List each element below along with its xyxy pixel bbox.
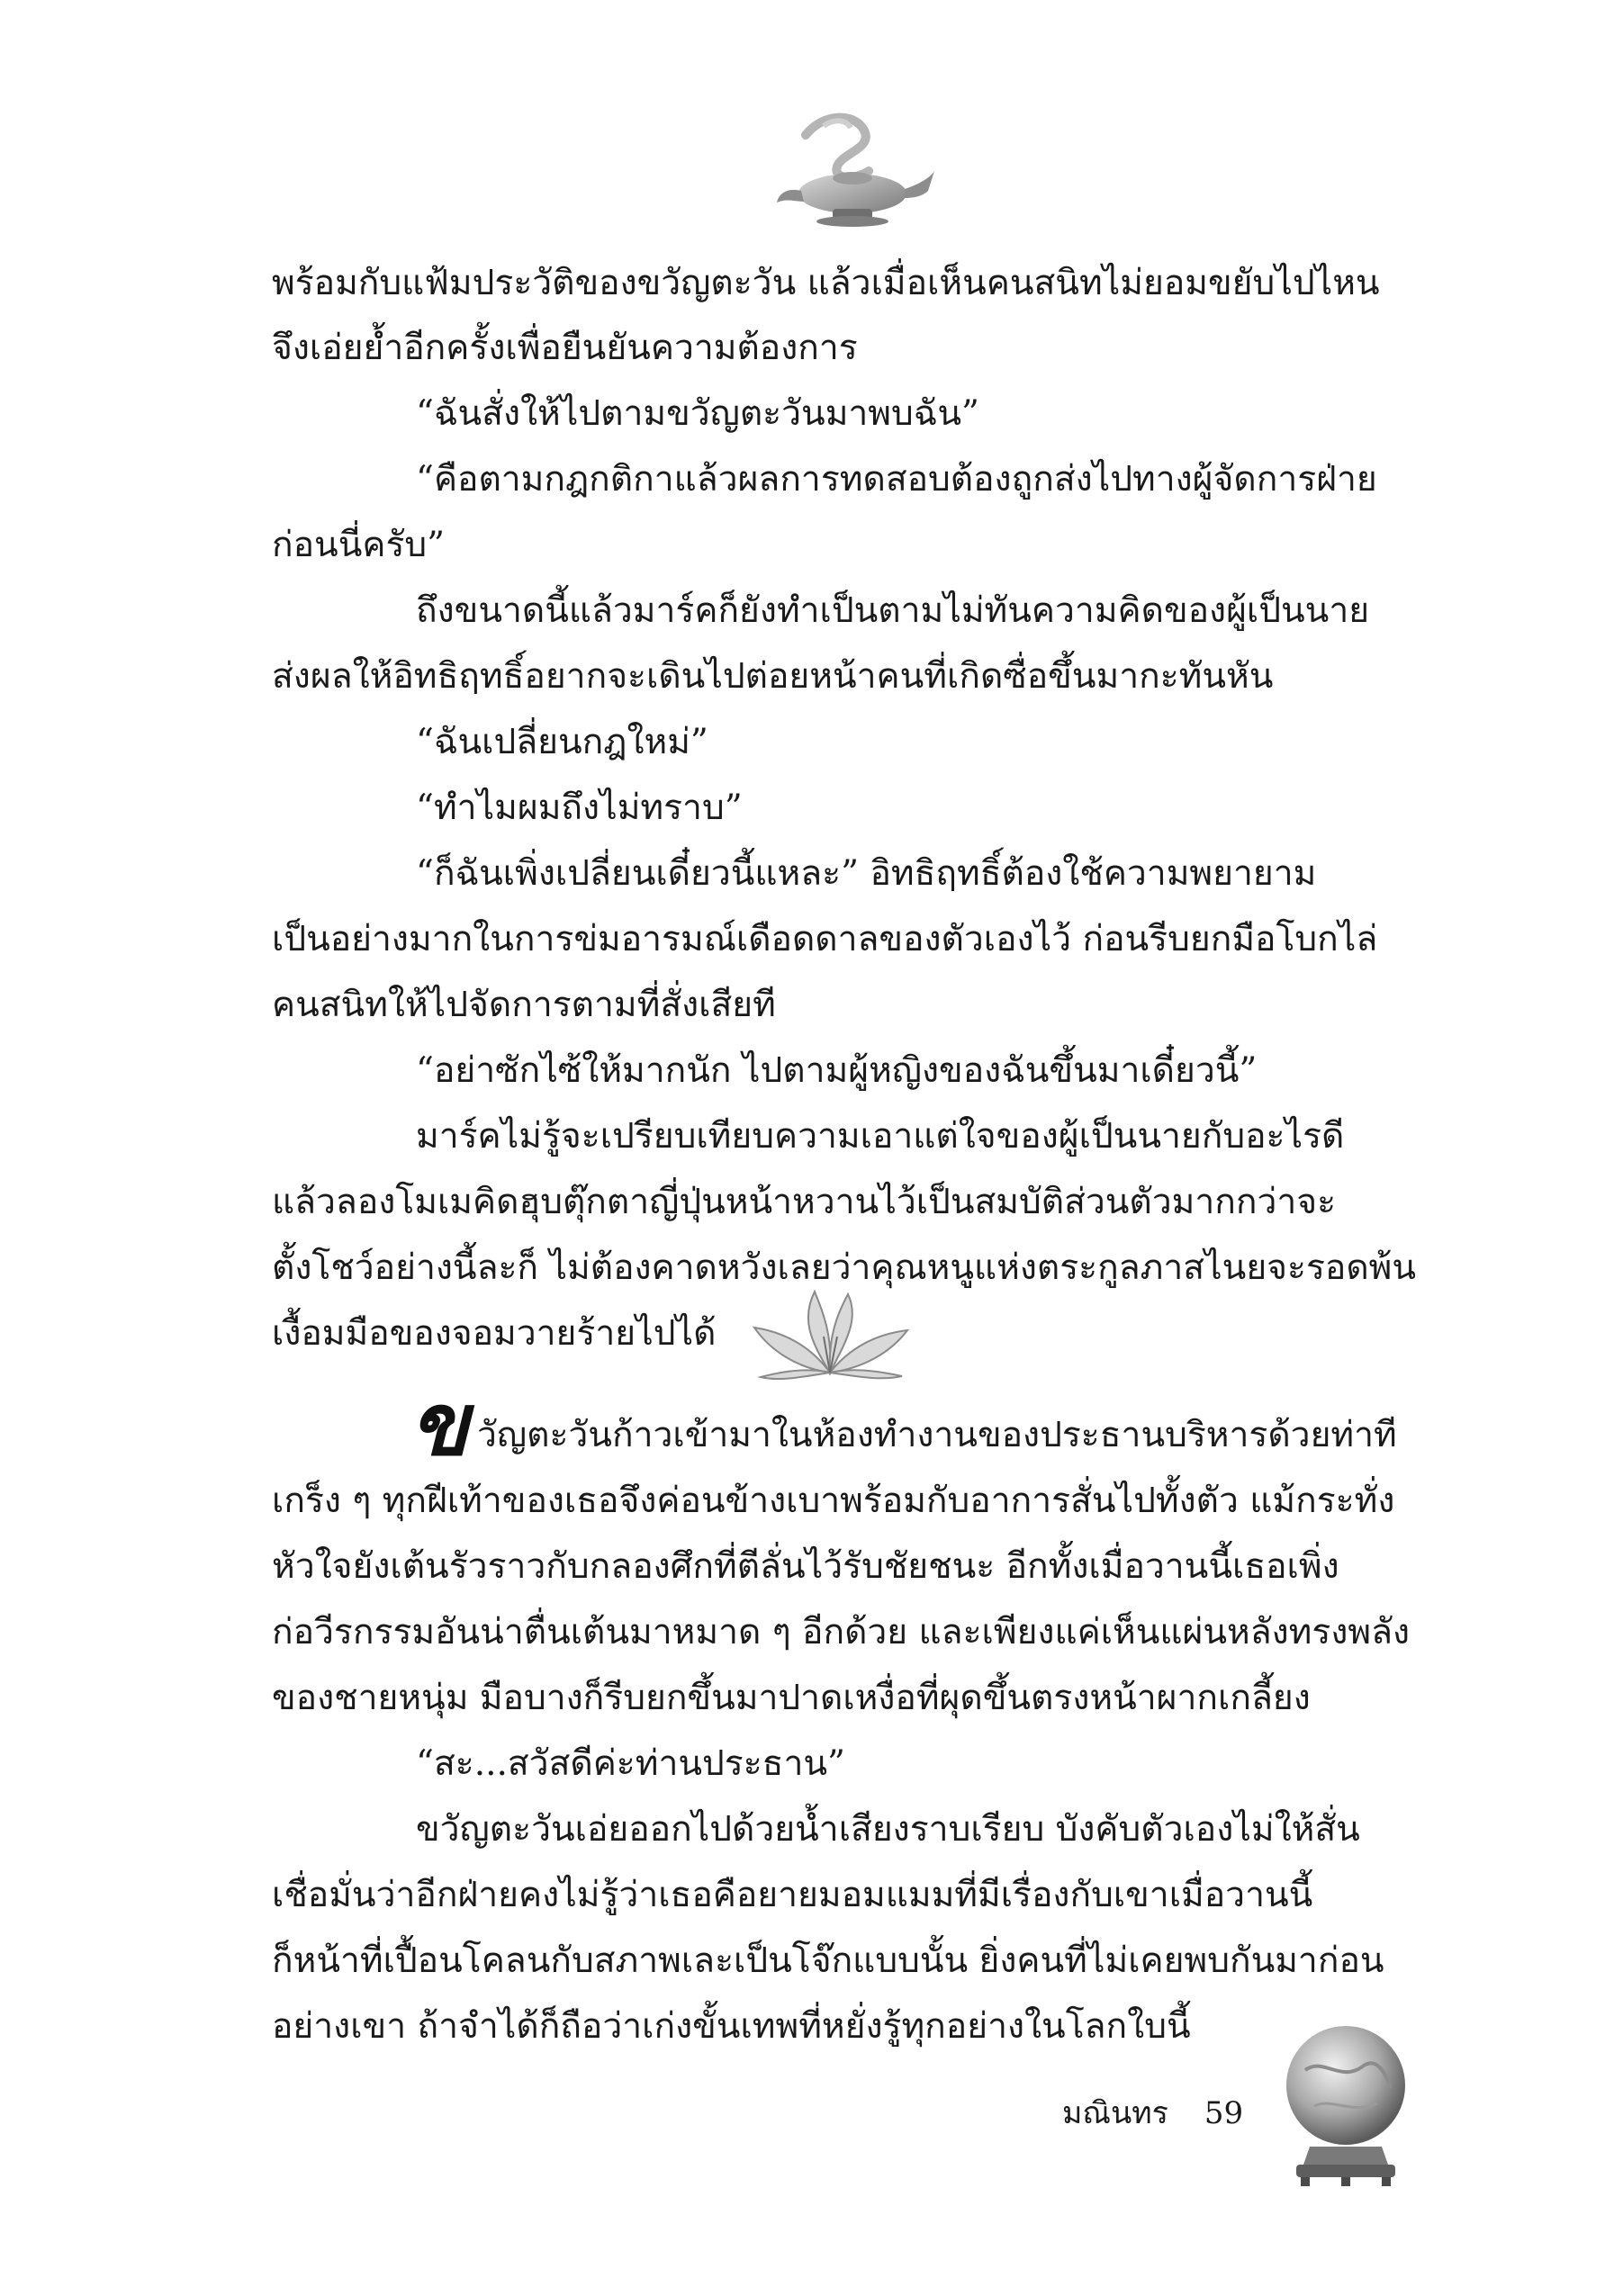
text-line: เชื่อมั่นว่าอีกฝ่ายคงไม่รู้ว่าเธอคือยายมอมแมมที่มีเรื่องกับเขาเมื่อวานนี้ <box>272 1875 1313 1915</box>
lily-ornament-icon <box>747 1287 914 1386</box>
text-line: จึงเอ่ยย้ำอีกครั้งเพื่อยืนยันความต้องการ <box>272 328 858 368</box>
text-line: เป็นอย่างมากในการข่มอารมณ์เดือดดาลของตัวเองไว้ ก่อนรีบยกมือโบกไล่ <box>272 919 1378 959</box>
text-line: “อย่าซักไซ้ให้มากนัก ไปตามผู้หญิงของฉันขึ้นมาเดี๋ยวนี้” <box>416 1050 1258 1091</box>
text-line: ก็หน้าที่เปื้อนโคลนกับสภาพเละเป็นโจ๊กแบบนั้น ยิ่งคนที่ไม่เคยพบกันมาก่อน <box>272 1940 1384 1981</box>
text-line: “คือตามกฎกติกาแล้วผลการทดสอบต้องถูกส่งไปทางผู้จัดการฝ่าย <box>416 459 1377 500</box>
text-line: ขวัญตะวันเอ่ยออกไปด้วยน้ำเสียงราบเรียบ บังคับตัวเองไม่ให้สั่น <box>416 1809 1360 1850</box>
text-line: ก่อนนี่ครับ” <box>272 525 446 565</box>
text-line: อย่างเขา ถ้าจำได้ก็ถือว่าเก่งขั้นเทพที่หยั่งรู้ทุกอย่างในโลกใบนี้ <box>272 2006 1191 2047</box>
text-line: เกร็ง ๆ ทุกฝีเท้าของเธอจึงค่อนข้างเบาพร้อมกับอาการสั่นไปทั้งตัว แม้กระทั่ง <box>272 1481 1395 1521</box>
text-line: “ทำไมผมถึงไม่ทราบ” <box>416 788 743 828</box>
crystal-ball-icon <box>1278 2021 1413 2187</box>
text-line: ส่งผลให้อิทธิฤทธิ์อยากจะเดินไปต่อยหน้าคนที่เกิดซื่อขึ้นมากะทันหัน <box>272 656 1274 697</box>
text-line: ถึงขนาดนี้แล้วมาร์คก็ยังทำเป็นตามไม่ทันความคิดของผู้เป็นนาย <box>416 590 1370 631</box>
genie-lamp-icon <box>770 108 936 230</box>
drop-cap: ข <box>410 1373 469 1475</box>
text-line: ตั้งโชว์อย่างนี้ละก็ ไม่ต้องคาดหวังเลยว่าคุณหนูแห่งตระกูลภาสไนยจะรอดพ้น <box>272 1247 1417 1288</box>
text-line: คนสนิทให้ไปจัดการตามที่สั่งเสียที <box>272 985 776 1025</box>
text-line: “ก็ฉันเพิ่งเปลี่ยนเดี๋ยวนี้แหละ” อิทธิฤทธิ์ต้องใช้ความพยายาม <box>416 853 1317 894</box>
text-line: วัญตะวันก้าวเข้ามาในห้องทำงานของประธานบริหารด้วยท่าที <box>477 1415 1397 1455</box>
text-line: เงื้อมมือของจอมวายร้ายไปได้ <box>272 1313 717 1354</box>
text-line: “สะ...สวัสดีค่ะท่านประธาน” <box>416 1743 845 1784</box>
text-line: “ฉันเปลี่ยนกฎใหม่” <box>416 722 708 762</box>
text-line: พร้อมกับแฟ้มประวัติของขวัญตะวัน แล้วเมื่อเห็นคนสนิทไม่ยอมขยับไปไหน <box>272 263 1380 303</box>
text-line: หัวใจยังเต้นรัวราวกับกลองศึกที่ตีลั่นไว้รับชัยชนะ อีกทั้งเมื่อวานนี้เธอเพิ่ง <box>272 1546 1339 1587</box>
text-line: ของชายหนุ่ม มือบางก็รีบยกขึ้นมาปาดเหงื่อที่ผุดขึ้นตรงหน้าผากเกลี้ยง <box>272 1678 1311 1718</box>
text-line: ก่อวีรกรรมอันน่าตื่นเต้นมาหมาด ๆ อีกด้วย และเพียงแค่เห็นแผ่นหลังทรงพลัง <box>272 1612 1411 1652</box>
text-line: แล้วลองโมเมคิดฮุบตุ๊กตาญี่ปุ่นหน้าหวานไว้เป็นสมบัติส่วนตัวมากกว่าจะ <box>272 1182 1337 1222</box>
text-line: “ฉันสั่งให้ไปตามขวัญตะวันมาพบฉัน” <box>416 393 979 434</box>
page-number: 59 <box>1204 2095 1244 2131</box>
book-title: มณินทร <box>1062 2095 1168 2131</box>
page-footer <box>1062 2088 1279 2137</box>
text-line: มาร์คไม่รู้จะเปรียบเทียบความเอาแต่ใจของผู้เป็นนายกับอะไรดี <box>416 1116 1345 1157</box>
